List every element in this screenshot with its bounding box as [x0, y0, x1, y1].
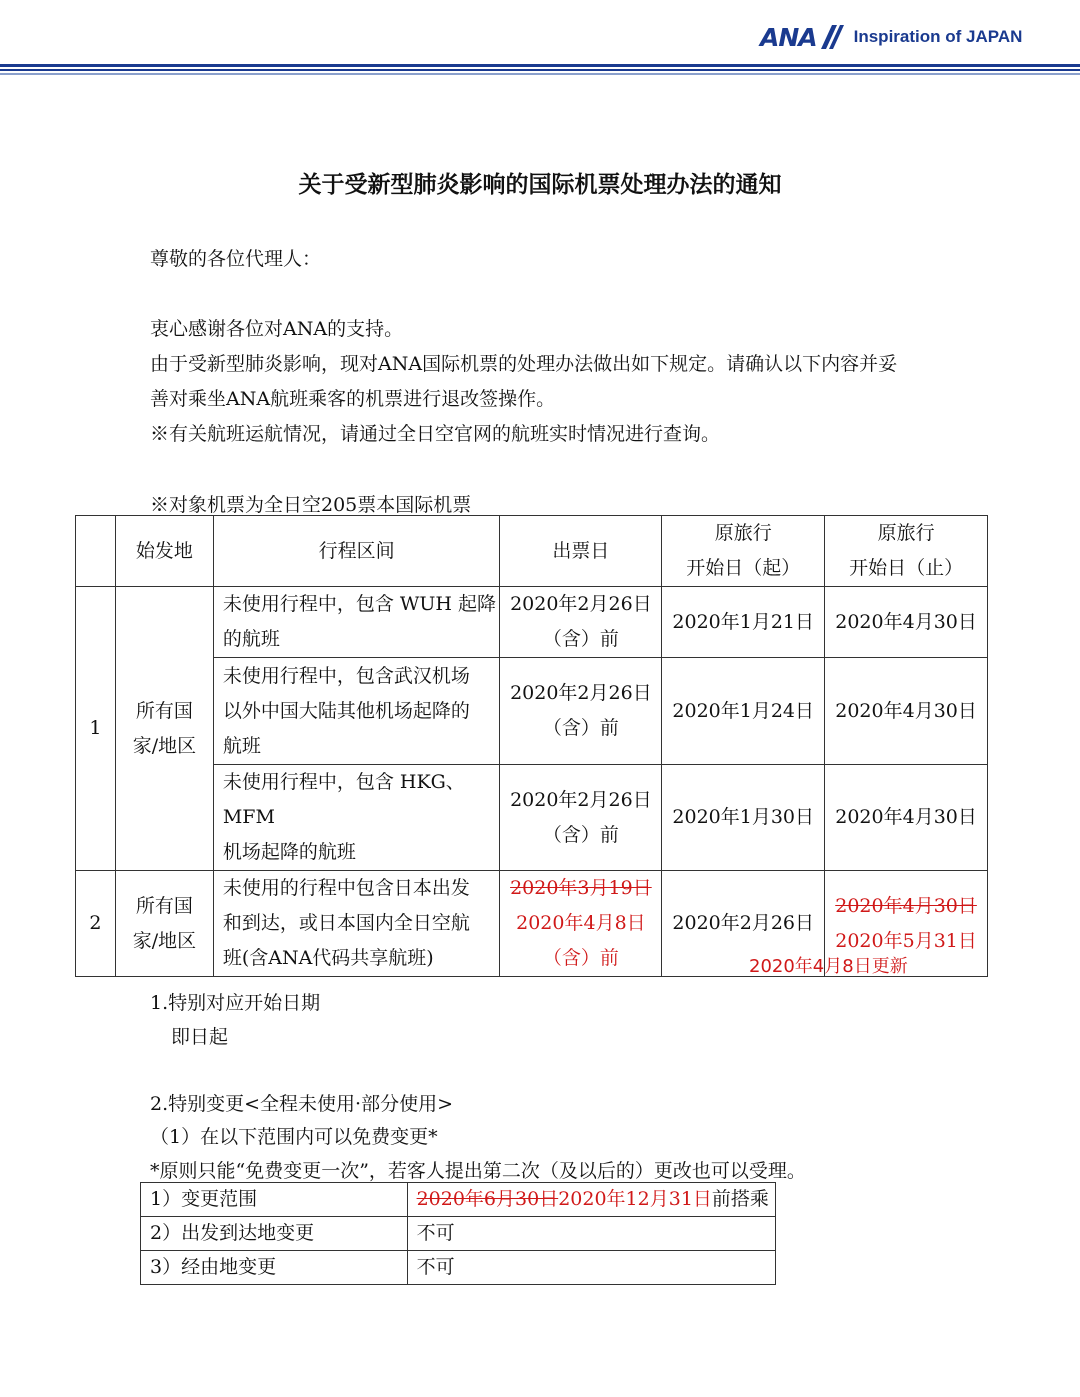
header-no	[76, 516, 116, 587]
row-number: 2	[76, 871, 116, 977]
paragraph: ※有关航班运航情况，请通过全日空官网的航班实时情况进行查询。	[150, 423, 721, 445]
ana-wing-icon	[818, 25, 844, 49]
route-cell: 未使用行程中，包含武汉机场 以外中国大陆其他机场起降的 航班	[213, 658, 500, 765]
header-route: 行程区间	[213, 516, 500, 587]
section-title: 1.特别对应开始日期	[150, 992, 321, 1014]
old-date: 2020年6月30日	[416, 1188, 559, 1210]
start-cell: 2020年1月21日	[662, 587, 825, 658]
change-label: 1）变更范围	[141, 1183, 408, 1217]
issue-cell: 2020年2月26日 （含）前	[500, 587, 662, 658]
new-date: 2020年12月31日	[558, 1188, 712, 1210]
change-label: 2）出发到达地变更	[141, 1217, 408, 1251]
table-header-row	[76, 516, 988, 587]
section-body: 即日起	[171, 1026, 229, 1048]
page-title: 关于受新型肺炎影响的国际机票处理办法的通知	[298, 172, 782, 198]
table-row	[141, 1183, 776, 1217]
issue-cell: 2020年2月26日 （含）前	[500, 658, 662, 765]
header-start-to: 原旅行 开始日（止）	[825, 516, 988, 587]
table-row	[76, 587, 988, 658]
section-title: 2.特别变更<全程未使用·部分使用>	[150, 1093, 454, 1115]
paragraph: 衷心感谢各位对ANA的支持。	[150, 318, 404, 340]
section-sub: （1）在以下范围内可以免费变更*	[150, 1126, 438, 1148]
origin-cell: 所有国 家/地区	[115, 587, 213, 871]
header	[0, 0, 1080, 80]
table-row	[141, 1251, 776, 1285]
start-cell: 2020年2月26日	[662, 871, 825, 977]
change-value: 不可	[407, 1217, 775, 1251]
end-cell: 2020年4月30日	[825, 765, 988, 871]
issue-old-date: 2020年3月19日	[510, 877, 652, 899]
ana-logo[interactable]	[760, 22, 1022, 52]
greeting: 尊敬的各位代理人：	[150, 248, 322, 270]
update-note: 2020年4月8日更新	[749, 956, 908, 977]
header-rule	[0, 73, 1080, 75]
logo-tagline: Inspiration of JAPAN	[853, 27, 1023, 46]
start-cell: 2020年1月30日	[662, 765, 825, 871]
issue-cell: 2020年2月26日 （含）前	[500, 765, 662, 871]
issue-cell: 2020年3月19日 2020年4月8日 （含）前	[500, 871, 662, 977]
ticket-table	[75, 515, 988, 977]
table-caption: ※对象机票为全日空205票本国际机票	[150, 494, 472, 516]
header-origin: 始发地	[115, 516, 213, 587]
issue-new-date: 2020年4月8日	[516, 912, 646, 934]
paragraph: 由于受新型肺炎影响，现对ANA国际机票的处理办法做出如下规定。请确认以下内容并妥	[150, 353, 898, 375]
section-note: *原则只能“免费变更一次”，若客人提出第二次（及以后的）更改也可以受理。	[150, 1160, 806, 1182]
header-issue-date: 出票日	[500, 516, 662, 587]
change-label: 3）经由地变更	[141, 1251, 408, 1285]
start-cell: 2020年1月24日	[662, 658, 825, 765]
end-new-date: 2020年5月31日	[835, 929, 977, 952]
paragraph: 善对乘坐ANA航班乘客的机票进行退改签操作。	[150, 388, 556, 410]
header-rule	[0, 64, 1080, 67]
end-cell: 2020年4月30日	[825, 587, 988, 658]
origin-cell: 所有国 家/地区	[115, 871, 213, 977]
route-cell: 未使用行程中，包含 WUH 起降 的航班	[213, 587, 500, 658]
row-number: 1	[76, 587, 116, 871]
change-table	[140, 1182, 776, 1285]
header-rule	[0, 69, 1080, 71]
change-value: 不可	[407, 1251, 775, 1285]
end-old-date: 2020年4月30日	[835, 894, 977, 917]
table-row	[141, 1217, 776, 1251]
end-cell: 2020年4月30日	[825, 658, 988, 765]
change-value: 2020年6月30日2020年12月31日前搭乘	[407, 1183, 775, 1217]
route-cell: 未使用的行程中包含日本出发 和到达，或日本国内全日空航 班(含ANA代码共享航班)	[213, 871, 500, 977]
route-cell: 未使用行程中，包含 HKG、MFM 机场起降的航班	[213, 765, 500, 871]
header-start-from: 原旅行 开始日（起）	[662, 516, 825, 587]
logo-text: ANA	[760, 22, 817, 52]
